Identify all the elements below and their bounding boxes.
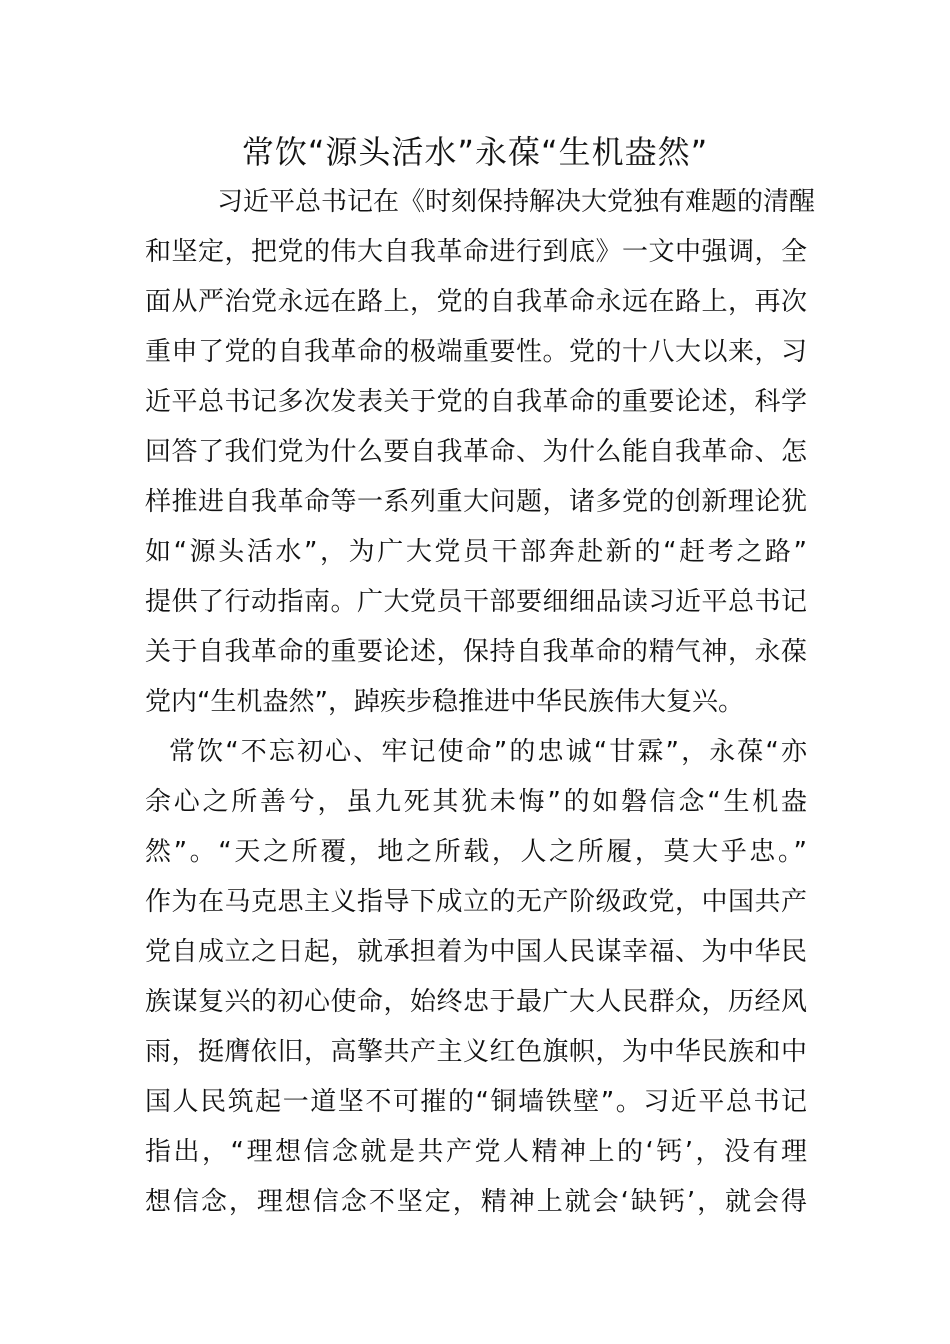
paragraph-line: 样推进自我革命等一系列重大问题，诸多党的创新理论犹 <box>145 487 807 517</box>
paragraph-line: 指出，“理想信念就是共产党人精神上的‘钙’，没有理 <box>145 1137 807 1167</box>
paragraph-line: 关于自我革命的重要论述，保持自我革命的精气神，永葆 <box>145 637 807 667</box>
paragraph-line: 和坚定，把党的伟大自我革命进行到底》一文中强调，全 <box>145 237 807 267</box>
paragraph-line: 族谋复兴的初心使命，始终忠于最广大人民群众，历经风 <box>145 987 807 1017</box>
paragraph-line: 党自成立之日起，就承担着为中国人民谋幸福、为中华民 <box>145 937 807 967</box>
paragraph-line: 国人民筑起一道坚不可摧的“铜墙铁壁”。习近平总书记 <box>145 1087 807 1117</box>
paragraph-line: 党内“生机盎然”，踔疾步稳推进中华民族伟大复兴。 <box>145 687 744 717</box>
paragraph-line: 面从严治党永远在路上，党的自我革命永远在路上，再次 <box>145 287 807 317</box>
paragraph-line: 重申了党的自我革命的极端重要性。党的十八大以来，习 <box>145 337 807 367</box>
paragraph-line: 习近平总书记在《时刻保持解决大党独有难题的清醒 <box>217 187 816 217</box>
document-body <box>145 177 816 1227</box>
paragraph-line: 常饮“不忘初心、牢记使命”的忠诚“甘霖”，永葆“亦 <box>169 737 807 767</box>
paragraph-line: 提供了行动指南。广大党员干部要细细品读习近平总书记 <box>145 587 807 617</box>
paragraph-line: 余心之所善兮，虽九死其犹未悔”的如磐信念“生机盎 <box>145 787 807 817</box>
paragraph-line: 如“源头活水”，为广大党员干部奔赴新的“赶考之路” <box>145 537 807 567</box>
paragraph-line: 近平总书记多次发表关于党的自我革命的重要论述，科学 <box>145 387 807 417</box>
paragraph-line: 回答了我们党为什么要自我革命、为什么能自我革命、怎 <box>145 437 807 467</box>
paragraph-line: 然”。“天之所覆，地之所载，人之所履，莫大乎忠。” <box>145 837 807 867</box>
paragraph-line: 想信念，理想信念不坚定，精神上就会‘缺钙’，就会得 <box>145 1187 807 1217</box>
paragraph-line: 作为在马克思主义指导下成立的无产阶级政党，中国共产 <box>145 887 807 917</box>
document-title: 常饮“源头活水”永葆“生机盎然” <box>241 133 709 171</box>
paragraph-line: 雨，挺膺依旧，高擎共产主义红色旗帜，为中华民族和中 <box>145 1037 807 1067</box>
